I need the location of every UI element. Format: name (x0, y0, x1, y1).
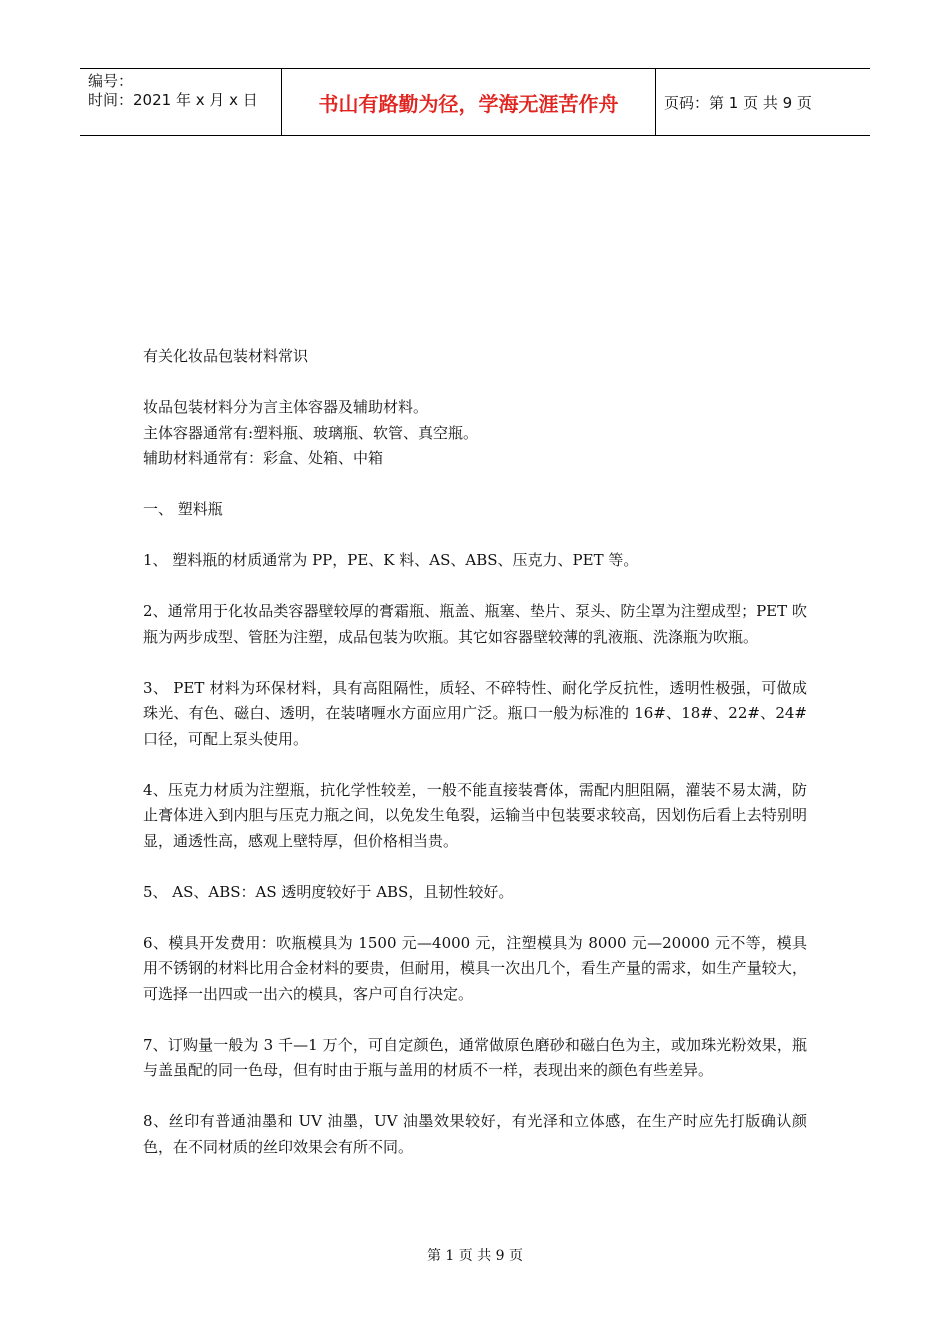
intro-line: 辅助材料通常有：彩盒、处箱、中箱 (143, 449, 384, 467)
paragraph-item: 8、丝印有普通油墨和 UV 油墨，UV 油墨效果较好，有光泽和立体感，在生产时应先打版确认颜色，在不同材质的丝印效果会有所不同。 (143, 1112, 807, 1156)
header-page-info: 页码：第 1 页 共 9 页 (664, 93, 812, 112)
document-time-label: 时间：2021 年 x 月 x 日 (88, 91, 258, 109)
intro-line: 主体容器通常有:塑料瓶、玻璃瓶、软管、真空瓶。 (143, 423, 479, 442)
paragraph-item: 5、 AS、ABS：AS 透明度较好于 ABS，且韧性较好。 (143, 882, 514, 901)
paragraph-item: 2、通常用于化妆品类容器壁较厚的膏霜瓶、瓶盖、瓶塞、垫片、泵头、防尘罩为注塑成型；PET 吹瓶为两步成型、管胚为注塑，成品包装为吹瓶。其它如容器壁较薄的乳液瓶、洗涤瓶为吹瓶。 (143, 602, 807, 646)
page-header (80, 68, 870, 136)
paragraph-item: 3、 PET 材料为环保材料，具有高阻隔性，质轻、不碎特性、耐化学反抗性，透明性极强，可做成珠光、有色、磁白、透明，在装啫喱水方面应用广泛。瓶口一般为标准的 16#、18#、22#、24#口径，可配上泵头使用。 (143, 678, 807, 748)
paragraph-item: 7、订购量一般为 3 千—1 万个，可自定颜色，通常做原色磨砂和磁白色为主，或加珠光粉效果，瓶与盖虽配的同一色母，但有时由于瓶与盖用的材质不一样，表现出来的颜色有些差异。 (143, 1035, 807, 1079)
header-meta (80, 69, 282, 135)
paragraph-item: 4、压克力材质为注塑瓶，抗化学性较差，一般不能直接装膏体，需配内胆阻隔，灌装不易太满，防止膏体进入到内胆与压克力瓶之间，以免发生龟裂，运输当中包装要求较高，因划伤后看上去特别明显，通透性高，感观上壁特厚，但价格相当贵。 (143, 780, 807, 850)
document-body (143, 344, 807, 1186)
document-title: 有关化妆品包装材料常识 (143, 347, 309, 365)
intro-line: 妆品包装材料分为言主体容器及辅助材料。 (143, 398, 429, 416)
header-motto: 书山有路勤为径，学海无涯苦作舟 (282, 69, 656, 135)
paragraph-item: 6、模具开发费用：吹瓶模具为 1500 元—4000 元，注塑模具为 8000 元—20000 元不等，模具用不锈钢的材料比用合金材料的要贵，但耐用，模具一次出几个，看生产量的需求，如生产量较大，可选择一出四或一出六的模具，客户可自行决定。 (143, 933, 807, 1003)
document-number-label: 编号： (88, 72, 134, 90)
paragraph-item: 1、 塑料瓶的材质通常为 PP，PE、K 料、AS、ABS、压克力、PET 等。 (143, 551, 639, 569)
section-heading: 一、 塑料瓶 (143, 500, 223, 518)
page-footer: 第 1 页 共 9 页 (426, 1248, 524, 1264)
